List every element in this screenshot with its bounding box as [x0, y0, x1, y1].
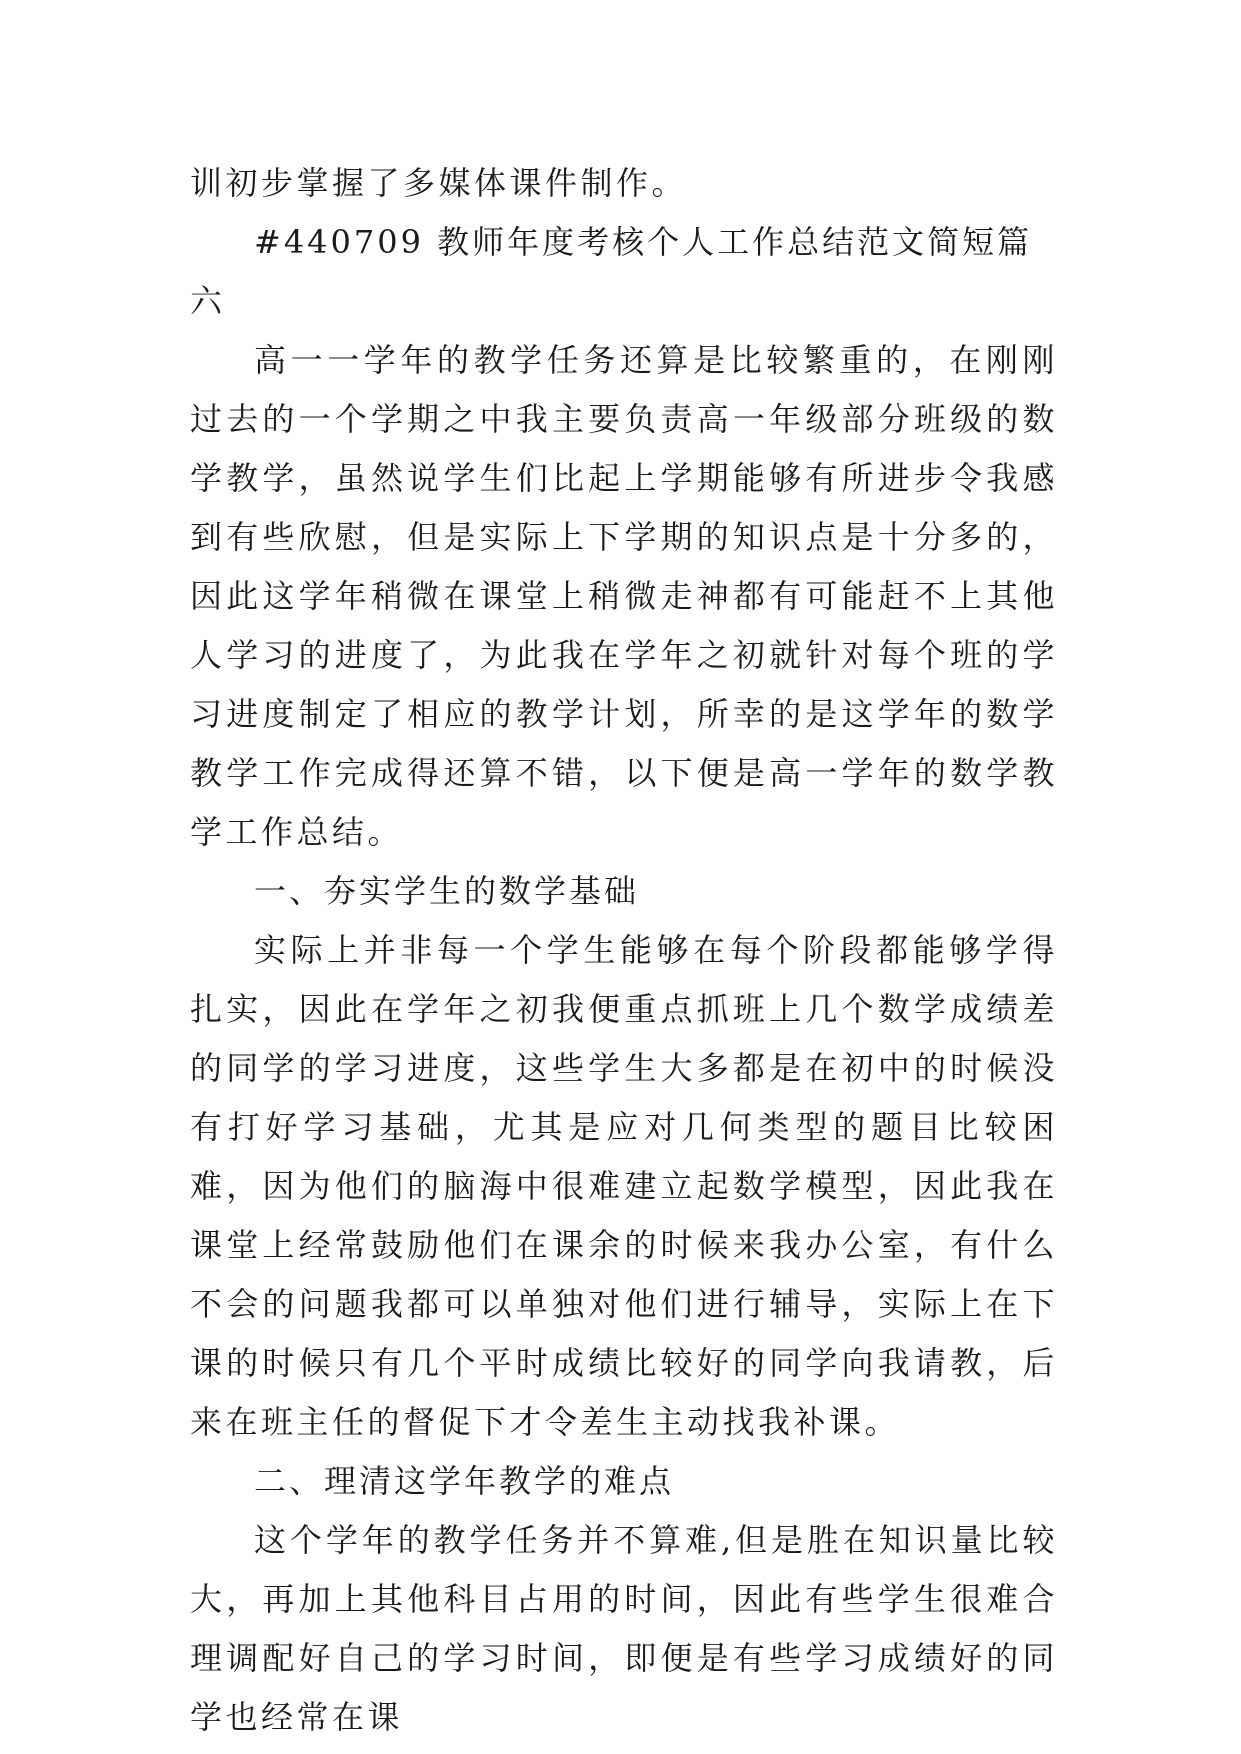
heading-one: 一、夯实学生的数学基础: [254, 872, 640, 910]
paragraph-intro: 高一一学年的教学任务还算是比较繁重的，在刚刚过去的一个学期之中我主要负责高一年级部分班级的数学教学，虽然说学生们比起上学期能够有所进步令我感到有些欣慰，但是实际上下学期的知识点是十分多的，因此这学年稍微在课堂上稍微走神都有可能赶不上其他人学习的进度了，为此我在学年之初就针对每个班的学习进度制定了相应的教学计划，所幸的是这学年的数学教学工作完成得还算不错，以下便是高一学年的数学教学工作总结。: [190, 341, 1058, 851]
document-body: [190, 154, 1058, 1747]
section-title: #440709 教师年度考核个人工作总结范文简短篇六: [190, 223, 1033, 320]
paragraph-two: 这个学年的教学任务并不算难,但是胜在知识量比较大，再加上其他科目占用的时间，因此有些学生很难合理调配好自己的学习时间，即便是有些学习成绩好的同学也经常在课: [190, 1521, 1058, 1736]
heading-two: 二、理清这学年教学的难点: [254, 1462, 675, 1500]
paragraph-one: 实际上并非每一个学生能够在每个阶段都能够学得扎实，因此在学年之初我便重点抓班上几个数学成绩差的同学的学习进度，这些学生大多都是在初中的时候没有打好学习基础，尤其是应对几何类型的题目比较困难，因为他们的脑海中很难建立起数学模型，因此我在课堂上经常鼓励他们在课余的时候来我办公室，有什么不会的问题我都可以单独对他们进行辅导，实际上在下课的时候只有几个平时成绩比较好的同学向我请教，后来在班主任的督促下才令差生主动找我补课。: [190, 931, 1058, 1441]
paragraph-continuation: 训初步掌握了多媒体课件制作。: [190, 164, 688, 202]
